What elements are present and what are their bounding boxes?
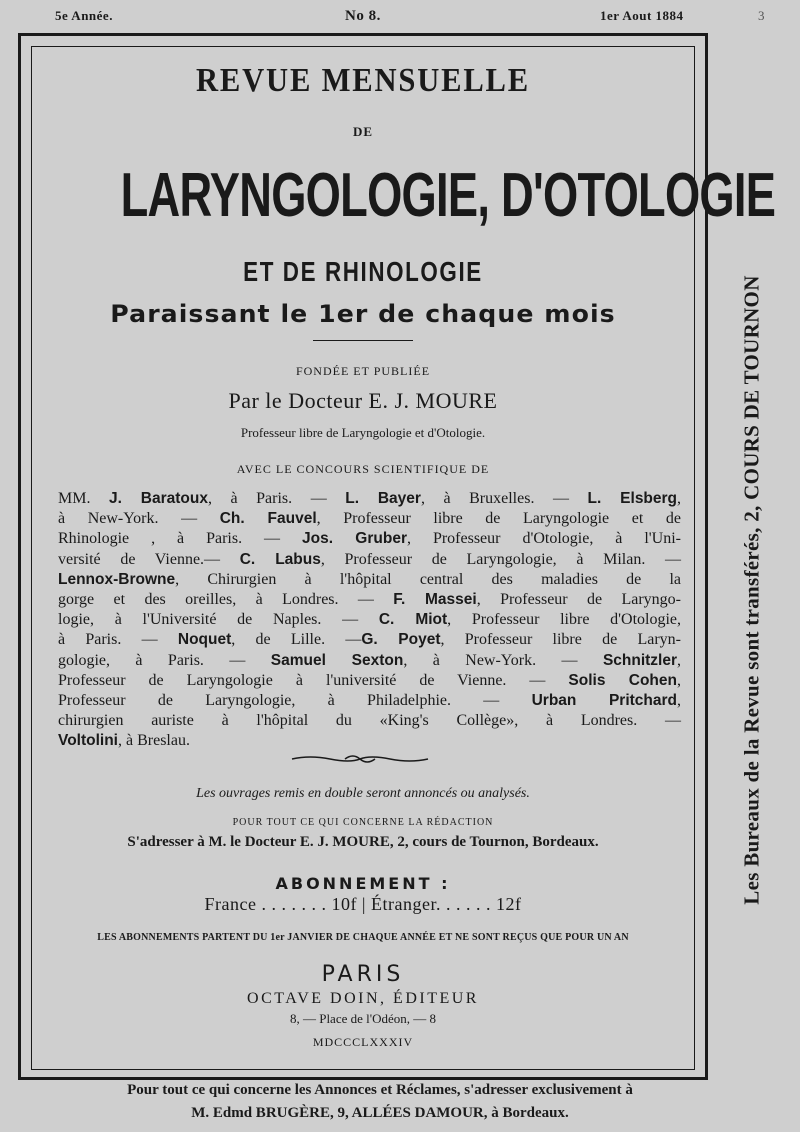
collaborator-name: Lennox-Browne bbox=[58, 570, 176, 588]
collaborators-label: AVEC LE CONCOURS SCIENTIFIQUE DE bbox=[236, 462, 490, 476]
collaborator-name: Voltolini bbox=[58, 732, 118, 750]
collaborators-line bbox=[58, 590, 681, 610]
collaborators-line bbox=[58, 610, 681, 630]
collaborator-detail: , Professeur de Laryngologie, à Milan. — bbox=[320, 550, 682, 568]
collaborator-name: Urban Pritchard bbox=[531, 692, 678, 710]
collaborator-detail: MM. bbox=[58, 490, 109, 507]
redaction-label: POUR TOUT CE QUI CONCERNE LA RÉDACTION bbox=[232, 817, 494, 828]
collaborator-name: Noquet bbox=[177, 631, 232, 649]
advertising-notice: Pour tout ce qui concerne les Annonces et Réclames, s'adresser exclusivement à bbox=[127, 1082, 633, 1098]
issue-date: 1er Aout 1884 bbox=[600, 8, 684, 23]
collaborator-detail: , bbox=[677, 671, 681, 689]
collaborator-name: Jos. Gruber bbox=[302, 530, 407, 548]
collaborators-line bbox=[58, 691, 681, 711]
founder-name: Par le Docteur E. J. MOURE bbox=[228, 388, 498, 413]
title-revue-mensuelle: REVUE MENSUELLE bbox=[196, 62, 530, 99]
issue-number: No 8. bbox=[345, 8, 381, 24]
collaborator-detail: , à Breslau. bbox=[117, 732, 190, 750]
collaborators-line bbox=[58, 651, 681, 671]
collaborators-line bbox=[58, 731, 681, 751]
collaborator-name: Ch. Fauvel bbox=[219, 510, 317, 528]
collaborator-detail: , bbox=[677, 651, 682, 669]
publisher-city: PARIS bbox=[321, 962, 405, 987]
collaborator-name: G. Poyet bbox=[361, 631, 441, 649]
collaborator-name: Solis Cohen bbox=[568, 671, 677, 689]
collaborators-line bbox=[58, 509, 681, 529]
sidebar-notice: Les Bureaux de la Revue sont transférés, 2, COURS DE TOURNON bbox=[739, 275, 764, 905]
collaborators-line bbox=[58, 550, 681, 570]
collaborator-detail: , bbox=[677, 692, 682, 710]
subscription-prices: France . . . . . . . 10f | Étranger. . . . . . 12f bbox=[204, 894, 522, 914]
title-de: DE bbox=[352, 124, 374, 139]
collaborators-line bbox=[58, 671, 681, 691]
collaborator-detail: , de Lille. — bbox=[231, 631, 362, 649]
collaborators-line bbox=[58, 630, 681, 650]
collaborators-line bbox=[58, 529, 681, 549]
collaborator-detail: , à Paris. — bbox=[207, 490, 346, 507]
collaborator-detail: , à Bruxelles. — bbox=[420, 490, 588, 507]
collaborator-detail: , Professeur libre d'Otologie, bbox=[447, 611, 682, 629]
collaborator-detail: Professeur de Laryngologie à l'université de Vienne. — bbox=[58, 671, 569, 689]
collaborator-detail: gorge et des oreilles, à Londres. — bbox=[58, 591, 394, 609]
collaborator-detail: , à New-York. — bbox=[403, 651, 603, 669]
title-main: LARYNGOLOGIE, D'OTOLOGIE bbox=[120, 161, 776, 230]
collaborator-name: F. Massei bbox=[393, 591, 477, 609]
publisher-name: OCTAVE DOIN, ÉDITEUR bbox=[247, 990, 479, 1007]
collaborator-name: L. Elsberg bbox=[587, 490, 678, 507]
title-rhinologie: ET DE RHINOLOGIE bbox=[243, 256, 483, 287]
collaborator-detail: Rhinologie , à Paris. — bbox=[58, 530, 303, 548]
ornament-divider bbox=[290, 752, 430, 766]
collaborator-detail: , Professeur de Laryngo- bbox=[476, 591, 681, 609]
collaborator-detail: chirurgien auriste à l'hôpital du «King's Collège», à Londres. — bbox=[58, 712, 681, 730]
redaction-address: S'adresser à M. le Docteur E. J. MOURE, 2, cours de Tournon, Bordeaux. bbox=[127, 834, 599, 850]
collaborator-detail: à New-York. — bbox=[58, 510, 220, 528]
collaborators-line bbox=[58, 489, 681, 509]
collaborators-line bbox=[58, 711, 681, 731]
collaborator-detail: , Chirurgien à l'hôpital central des maladies de la bbox=[175, 570, 681, 588]
collaborator-detail: versité de Vienne.— bbox=[58, 550, 240, 568]
collaborator-detail: , Professeur libre de Laryn- bbox=[440, 631, 681, 649]
volume-year: 5e Année. bbox=[55, 8, 113, 23]
publisher-address: 8, — Place de l'Odéon, — 8 bbox=[289, 1011, 437, 1026]
collaborator-detail: , Professeur libre de Laryngologie et de bbox=[316, 510, 681, 528]
subscription-note: LES ABONNEMENTS PARTENT DU 1er JANVIER DE CHAQUE ANNÉE ET NE SONT REÇUS QUE POUR UN AN bbox=[97, 932, 629, 943]
advertising-address: M. Edmd BRUGÈRE, 9, ALLÉES DAMOUR, à Bordeaux. bbox=[191, 1105, 569, 1121]
subscription-title: ABONNEMENT : bbox=[275, 874, 451, 893]
page-number: 3 bbox=[758, 8, 765, 23]
collaborator-detail: gologie, à Paris. — bbox=[58, 651, 271, 669]
publication-year: MDCCCLXXXIV bbox=[312, 1035, 414, 1049]
collaborators-list bbox=[58, 489, 681, 752]
collaborator-name: Schnitzler bbox=[602, 651, 678, 669]
collaborator-detail: logie, à l'Université de Naples. — bbox=[58, 611, 379, 629]
review-notice: Les ouvrages remis en double seront annoncés ou analysés. bbox=[196, 786, 530, 801]
collaborator-name: Samuel Sexton bbox=[270, 651, 404, 669]
collaborator-name: J. Baratoux bbox=[109, 490, 208, 507]
founder-title: Professeur libre de Laryngologie et d'Otologie. bbox=[240, 425, 486, 440]
title-periodicity: Paraissant le 1er de chaque mois bbox=[110, 300, 616, 328]
collaborator-name: C. Miot bbox=[378, 611, 448, 629]
collaborator-name: L. Bayer bbox=[345, 490, 421, 507]
collaborator-detail: , bbox=[677, 490, 682, 507]
collaborator-detail: Professeur de Laryngologie, à Philadelphie. — bbox=[58, 692, 532, 710]
collaborator-name: C. Labus bbox=[239, 550, 321, 568]
divider bbox=[313, 340, 413, 341]
founded-label: FONDÉE ET PUBLIÉE bbox=[295, 364, 431, 378]
collaborators-line bbox=[58, 570, 681, 590]
collaborator-detail: à Paris. — bbox=[58, 631, 178, 649]
collaborator-detail: , Professeur d'Otologie, à l'Uni- bbox=[406, 530, 681, 548]
